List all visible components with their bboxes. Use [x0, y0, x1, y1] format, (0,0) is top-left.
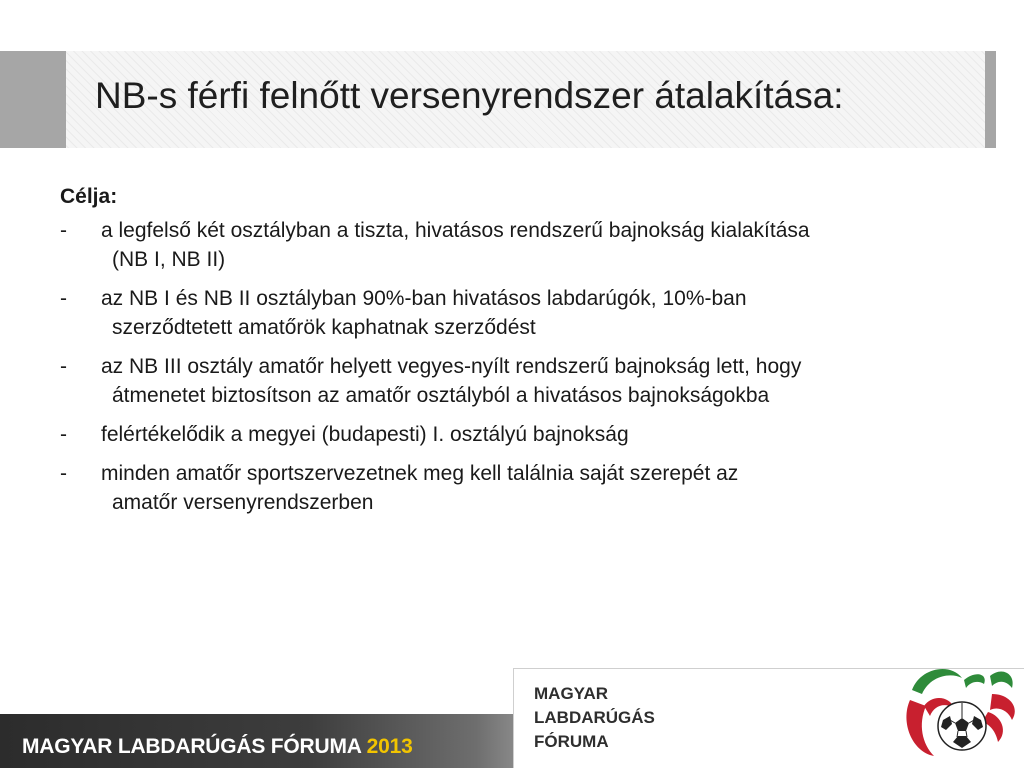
logo-line: MAGYAR [534, 684, 608, 703]
bullet-marker: - [60, 287, 67, 310]
bullet-item [60, 216, 960, 274]
section-heading: Célja: [60, 185, 118, 208]
logo-wordmark [534, 682, 655, 754]
bullet-text-continued: átmenetet biztosítson az amatőr osztályból a hivatásos bajnokságokba [112, 384, 770, 407]
bullet-item [60, 459, 960, 517]
footer-year: 2013 [366, 735, 413, 758]
bullet-text: a legfelső két osztályban a tiszta, hivatásos rendszerű bajnokság kialakítása [101, 219, 810, 242]
slide-title: NB-s férfi felnőtt versenyrendszer átalakítása: [95, 75, 844, 116]
logo-line: LABDARÚGÁS [534, 708, 655, 727]
bullet-marker: - [60, 462, 67, 485]
title-accent-right [985, 51, 996, 148]
bullet-text-continued: szerződtetett amatőrök kaphatnak szerződést [112, 316, 536, 339]
bullet-item [60, 420, 960, 449]
bullet-text: felértékelődik a megyei (budapesti) I. osztályú bajnokság [101, 423, 629, 446]
bullet-item [60, 352, 960, 410]
football-forum-logo-icon [898, 660, 1024, 768]
bullet-text-continued: (NB I, NB II) [112, 248, 226, 271]
slide-content [60, 182, 960, 527]
title-accent-left [0, 51, 66, 148]
bullet-item [60, 284, 960, 342]
footer-title [22, 734, 413, 760]
bullet-text: az NB I és NB II osztályban 90%-ban hivatásos labdarúgók, 10%-ban [101, 287, 747, 310]
footer-org-name: MAGYAR LABDARÚGÁS FÓRUMA [22, 735, 361, 758]
bullet-marker: - [60, 355, 67, 378]
bullet-text: az NB III osztály amatőr helyett vegyes-nyílt rendszerű bajnokság lett, hogy [101, 355, 802, 378]
bullet-text-continued: amatőr versenyrendszerben [112, 491, 374, 514]
bullet-text: minden amatőr sportszervezetnek meg kell találnia saját szerepét az [101, 462, 739, 485]
logo-line: FÓRUMA [534, 732, 609, 751]
bullet-marker: - [60, 219, 67, 242]
bullet-marker: - [60, 423, 67, 446]
